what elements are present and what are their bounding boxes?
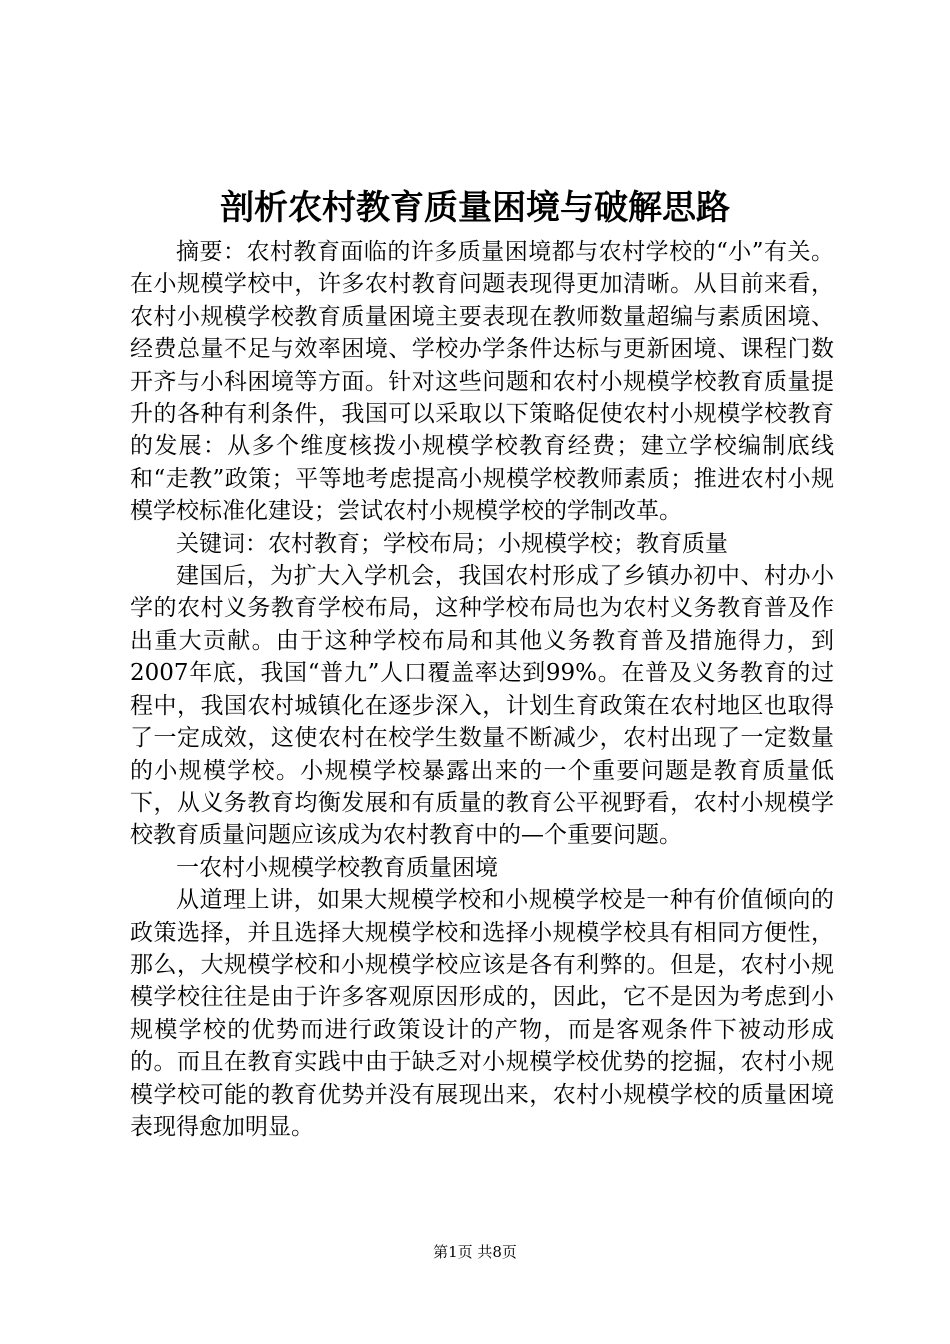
document-title: 剖析农村教育质量困境与破解思路 [220,188,730,228]
intro-paragraph: 建国后，为扩大入学机会，我国农村形成了乡镇办初中、村办小学的农村义务教育学校布局，这种学校布局也为农村义务教育普及作出重大贡献。由于这种学校布局和其他义务教育普及措施得力，到2007年底，我国“普九”人口覆盖率达到99%。在普及义务教育的过程中，我国农村城镇化在逐步深入，计划生育政策在农村地区也取得了一定成效，这使农村在校学生数量不断减少，农村出现了一定数量的小规模学校。小规模学校暴露出来的一个重要问题是教育质量低下，从义务教育均衡发展和有质量的教育公平视野看，农村小规模学校教育质量问题应该成为农村教育中的—个重要问题。 [130,563,834,849]
abstract-paragraph: 摘要：农村教育面临的许多质量困境都与农村学校的“小”有关。在小规模学校中，许多农村教育问题表现得更加清晰。从目前来看，农村小规模学校教育质量困境主要表现在教师数量超编与素质困境、经费总量不足与效率困境、学校办学条件达标与更新困境、课程门数开齐与小科困境等方面。针对这些问题和农村小规模学校教育质量提升的各种有利条件，我国可以采取以下策略促使农村小规模学校教育的发展：从多个维度核拨小规模学校教育经费；建立学校编制底线和“走教”政策；平等地考虑提高小规模学校教师素质；推进农村小规模学校标准化建设；尝试农村小规模学校的学制改革。 [130,239,834,525]
section-heading: 一农村小规模学校教育质量困境 [176,854,498,881]
section-paragraph: 从道理上讲，如果大规模学校和小规模学校是一种有价值倾向的政策选择，并且选择大规模学校和选择小规模学校具有相同方便性，那么，大规模学校和小规模学校应该是各有利弊的。但是，农村小规模学校往往是由于许多客观原因形成的，因此，它不是因为考虑到小规模学校的优势而进行政策设计的产物，而是客观条件下被动形成的。而且在教育实践中由于缺乏对小规模学校优势的挖掘，农村小规模学校可能的教育优势并没有展现出来，农村小规模学校的质量困境表现得愈加明显。 [130,887,834,1140]
page-footer: 第1页 共8页 [433,1243,517,1261]
keywords-paragraph: 关键词：农村教育；学校布局；小规模学校；教育质量 [176,530,728,557]
document-body [130,236,834,1143]
